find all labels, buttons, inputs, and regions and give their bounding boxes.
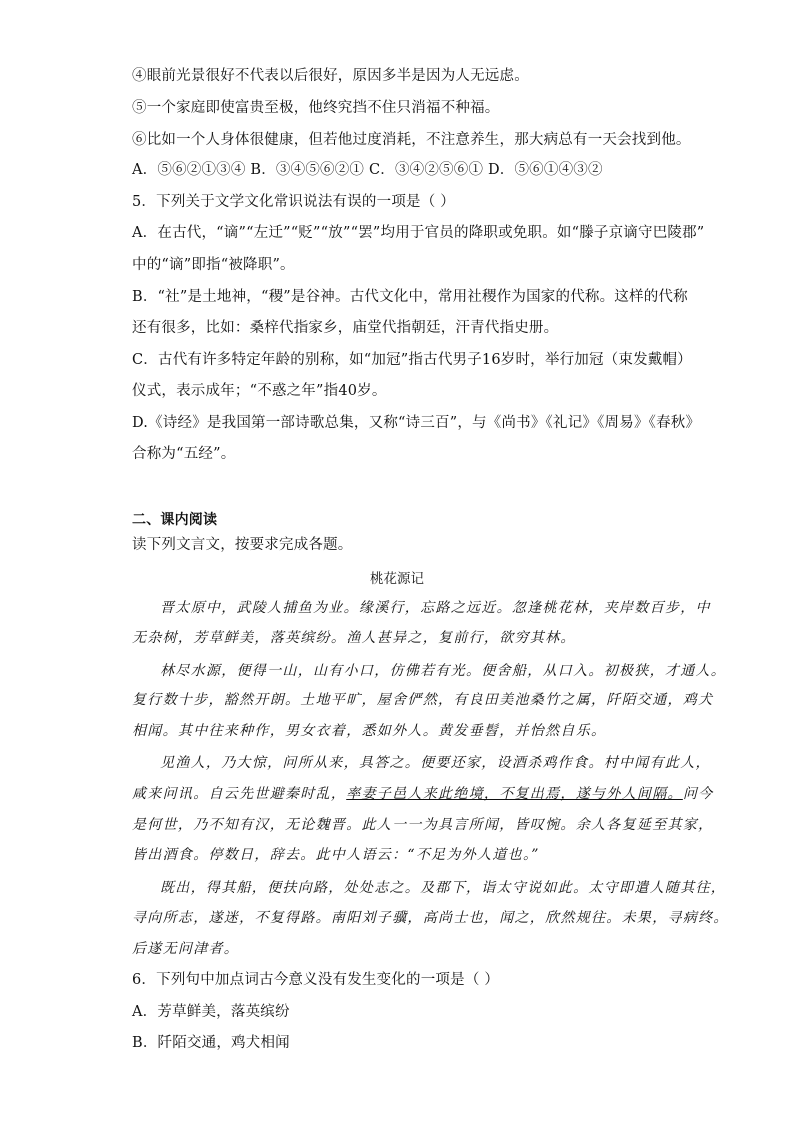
q5-option-b-line2: 还有很多，比如：桑梓代指家乡，庙堂代指朝廷，汗青代指史册。 xyxy=(132,320,559,336)
q4-options: A．⑤⑥②①③④ B．③④⑤⑥②① C．③④②⑤⑥① D．⑤⑥①④③② xyxy=(132,162,603,178)
passage-p3-line2 xyxy=(132,784,713,804)
q6-option-a: A．芳草鲜美，落英缤纷 xyxy=(132,1004,290,1020)
passage-p2-line2: 复行数十步，豁然开朗。土地平旷，屋舍俨然，有良田美池桑竹之属，阡陌交通，鸡犬 xyxy=(132,692,714,708)
underlined-sentence: 率妻子邑人来此绝境，不复出焉，遂与外人间隔。 xyxy=(346,786,683,802)
q5-option-d-line1: D.《诗经》是我国第一部诗歌总集，又称“诗三百”，与《尚书》《礼记》《周易》《春秋》 xyxy=(132,415,701,431)
passage-p3-line2-end: 问今 xyxy=(682,786,714,802)
q5-option-b-line1: B．“社”是土地神，“稷”是谷神。古代文化中，常用社稷作为国家的代称。这样的代称 xyxy=(132,289,688,305)
passage-p1-line2: 无杂树，芳草鲜美，落英缤纷。渔人甚异之，复前行，欲穷其林。 xyxy=(132,630,576,646)
q4-item-5: ⑤一个家庭即使富贵至极，他终究挡不住只消福不种福。 xyxy=(132,100,500,116)
q5-option-c-line1: C．古代有许多特定年龄的别称，如“加冠”指古代男子16岁时，举行加冠（束发戴帽） xyxy=(132,352,692,368)
section-instruction: 读下列文言文，按要求完成各题。 xyxy=(132,537,353,553)
passage-p3-line2-start: 咸来问讯。自云先世避秦时乱， xyxy=(132,786,347,802)
section-heading: 二、课内阅读 xyxy=(132,512,218,528)
passage-p4-line3: 后遂无问津者。 xyxy=(132,941,240,957)
passage-p3-line3: 是何世，乃不知有汉，无论魏晋。此人一一为具言所闻，皆叹惋。余人各复延至其家， xyxy=(132,817,714,833)
q5-option-a-line2: 中的“谪”即指“被降职”。 xyxy=(132,257,295,273)
q6-option-b: B．阡陌交通，鸡犬相闻 xyxy=(132,1035,290,1051)
q5-option-c-line2: 仪式，表示成年；“不惑之年”指40岁。 xyxy=(132,383,387,399)
q4-item-4: ④眼前光景很好不代表以后很好，原因多半是因为人无远虑。 xyxy=(132,68,529,84)
q4-item-6: ⑥比如一个人身体很健康，但若他过度消耗，不注意养生，那大病总有一天会找到他。 xyxy=(132,132,691,148)
q6-stem: 6．下列句中加点词古今意义没有发生变化的一项是（ ） xyxy=(132,972,500,988)
passage-p1-line1: 晋太原中，武陵人捕鱼为业。缘溪行，忘路之远近。忽逢桃花林，夹岸数百步，中 xyxy=(160,600,711,616)
passage-p3-line1: 见渔人，乃大惊，问所从来，具答之。便要还家，设酒杀鸡作食。村中闻有此人， xyxy=(160,755,711,771)
passage-p4-line1: 既出，得其船，便扶向路，处处志之。及郡下，诣太守说如此。太守即遣人随其往， xyxy=(160,880,727,896)
passage-p2-line3: 相闻。其中往来种作，男女衣着，悉如外人。黄发垂髫，并怡然自乐。 xyxy=(132,723,607,739)
passage-p3-line4: 皆出酒食。停数日，辞去。此中人语云：“不足为外人道也。” xyxy=(132,847,540,863)
passage-p4-line2: 寻向所志，遂迷，不复得路。南阳刘子骥，高尚士也，闻之，欣然规往。未果，寻病终。 xyxy=(132,910,729,926)
passage-title: 桃花源记 xyxy=(370,571,424,587)
passage-p2-line1: 林尽水源，便得一山，山有小口，仿佛若有光。便舍船，从口入。初极狭，才通人。 xyxy=(160,663,727,679)
q5-stem: 5．下列关于文学文化常识说法有误的一项是（ ） xyxy=(132,194,455,210)
q5-option-d-line2: 合称为“五经”。 xyxy=(132,446,236,462)
q5-option-a-line1: A．在古代，“谪”“左迁”“贬”“放”“罢”均用于官员的降职或免职。如“滕子京谪守巴陵郡” xyxy=(132,225,705,241)
